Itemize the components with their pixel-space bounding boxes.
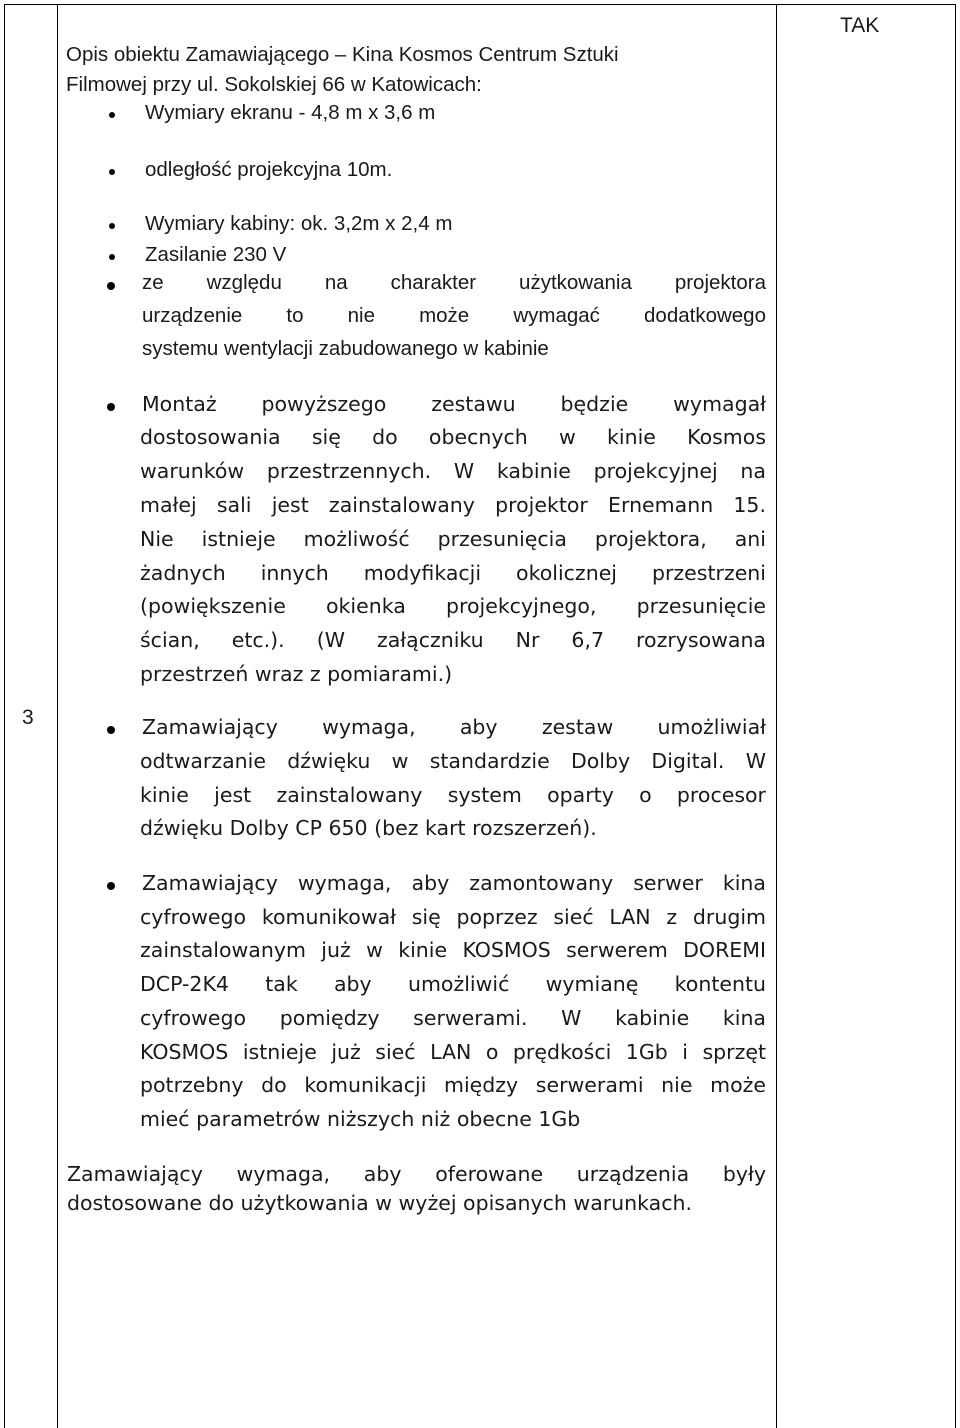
table-border-right bbox=[955, 4, 956, 1428]
bullet-dot bbox=[107, 403, 115, 411]
server-line: cyfrowego komunikował się poprzez sieć LAN z drugim bbox=[140, 905, 766, 929]
row-number: 3 bbox=[22, 706, 34, 729]
description-cell bbox=[58, 0, 776, 1428]
server-line: cyfrowego pomiędzy serwerami. W kabinie kina bbox=[140, 1006, 766, 1030]
dolby-line: kinie jest zainstalowany system oparty o procesor bbox=[140, 783, 766, 807]
montaz-line: dostosowania się do obecnych w kinie Kosmos bbox=[140, 425, 766, 449]
server-line: zainstalowanym już w kinie KOSMOS serwerem DOREMI bbox=[140, 938, 766, 962]
montaz-line: przestrzeń wraz z pomiarami.) bbox=[140, 662, 453, 686]
montaz-line: warunków przestrzennych. W kabinie projekcyjnej na bbox=[140, 459, 766, 483]
answer-cell: TAK bbox=[840, 14, 880, 37]
montaz-line: żadnych innych modyfikacji okolicznej przestrzeni bbox=[140, 561, 766, 585]
bullet-dot bbox=[107, 282, 115, 290]
server-line: mieć parametrów niższych niż obecne 1Gb bbox=[140, 1107, 581, 1131]
montaz-line: ścian, etc.). (W załączniku Nr 6,7 rozrysowana bbox=[140, 628, 766, 652]
table-border-left bbox=[4, 4, 5, 1428]
bullet-dot bbox=[109, 223, 115, 229]
server-line: DCP-2K4 tak aby umożliwić wymianę kontentu bbox=[140, 972, 766, 996]
bullet-power: Zasilanie 230 V bbox=[145, 243, 287, 266]
server-line: potrzebny do komunikacji między serwerami nie może bbox=[140, 1073, 766, 1097]
montaz-line: Montaż powyższego zestawu będzie wymagał bbox=[142, 392, 766, 416]
dolby-line: odtwarzanie dźwięku w standardzie Dolby Digital. W bbox=[140, 749, 766, 773]
bullet-dot bbox=[107, 882, 115, 890]
server-line: Zamawiający wymaga, aby zamontowany serwer kina bbox=[142, 871, 766, 895]
bullet-dot bbox=[107, 726, 115, 734]
ventilation-line: ze względu na charakter użytkowania projektora bbox=[142, 271, 766, 294]
server-line: KOSMOS istnieje już sieć LAN o prędkości 1Gb i sprzęt bbox=[140, 1040, 766, 1064]
closing-line: dostosowane do użytkowania w wyżej opisanych warunkach. bbox=[67, 1191, 693, 1215]
closing-line: Zamawiający wymaga, aby oferowane urządzenia były bbox=[67, 1162, 766, 1186]
ventilation-line: systemu wentylacji zabudowanego w kabinie bbox=[142, 337, 549, 360]
bullet-dot bbox=[109, 254, 115, 260]
montaz-line: małej sali jest zainstalowany projektor Ernemann 15. bbox=[140, 493, 766, 517]
column-divider-2 bbox=[776, 4, 777, 1428]
bullet-dot bbox=[109, 169, 115, 175]
dolby-line: Zamawiający wymaga, aby zestaw umożliwiał bbox=[142, 715, 766, 739]
bullet-projection-distance: odległość projekcyjna 10m. bbox=[145, 158, 393, 181]
bullet-cabin-size: Wymiary kabiny: ok. 3,2m x 2,4 m bbox=[145, 212, 453, 235]
ventilation-line: urządzenie to nie może wymagać dodatkowego bbox=[142, 304, 766, 327]
intro-line: Filmowej przy ul. Sokolskiej 66 w Katowicach: bbox=[66, 73, 482, 96]
montaz-line: (powiększenie okienka projekcyjnego, przesunięcie bbox=[140, 594, 766, 618]
bullet-screen-size: Wymiary ekranu - 4,8 m x 3,6 m bbox=[145, 101, 436, 124]
dolby-line: dźwięku Dolby CP 650 (bez kart rozszerzeń). bbox=[140, 816, 597, 840]
montaz-line: Nie istnieje możliwość przesunięcia projektora, ani bbox=[140, 527, 766, 551]
intro-line: Opis obiektu Zamawiającego – Kina Kosmos Centrum Sztuki bbox=[66, 43, 619, 66]
bullet-dot bbox=[109, 112, 115, 118]
